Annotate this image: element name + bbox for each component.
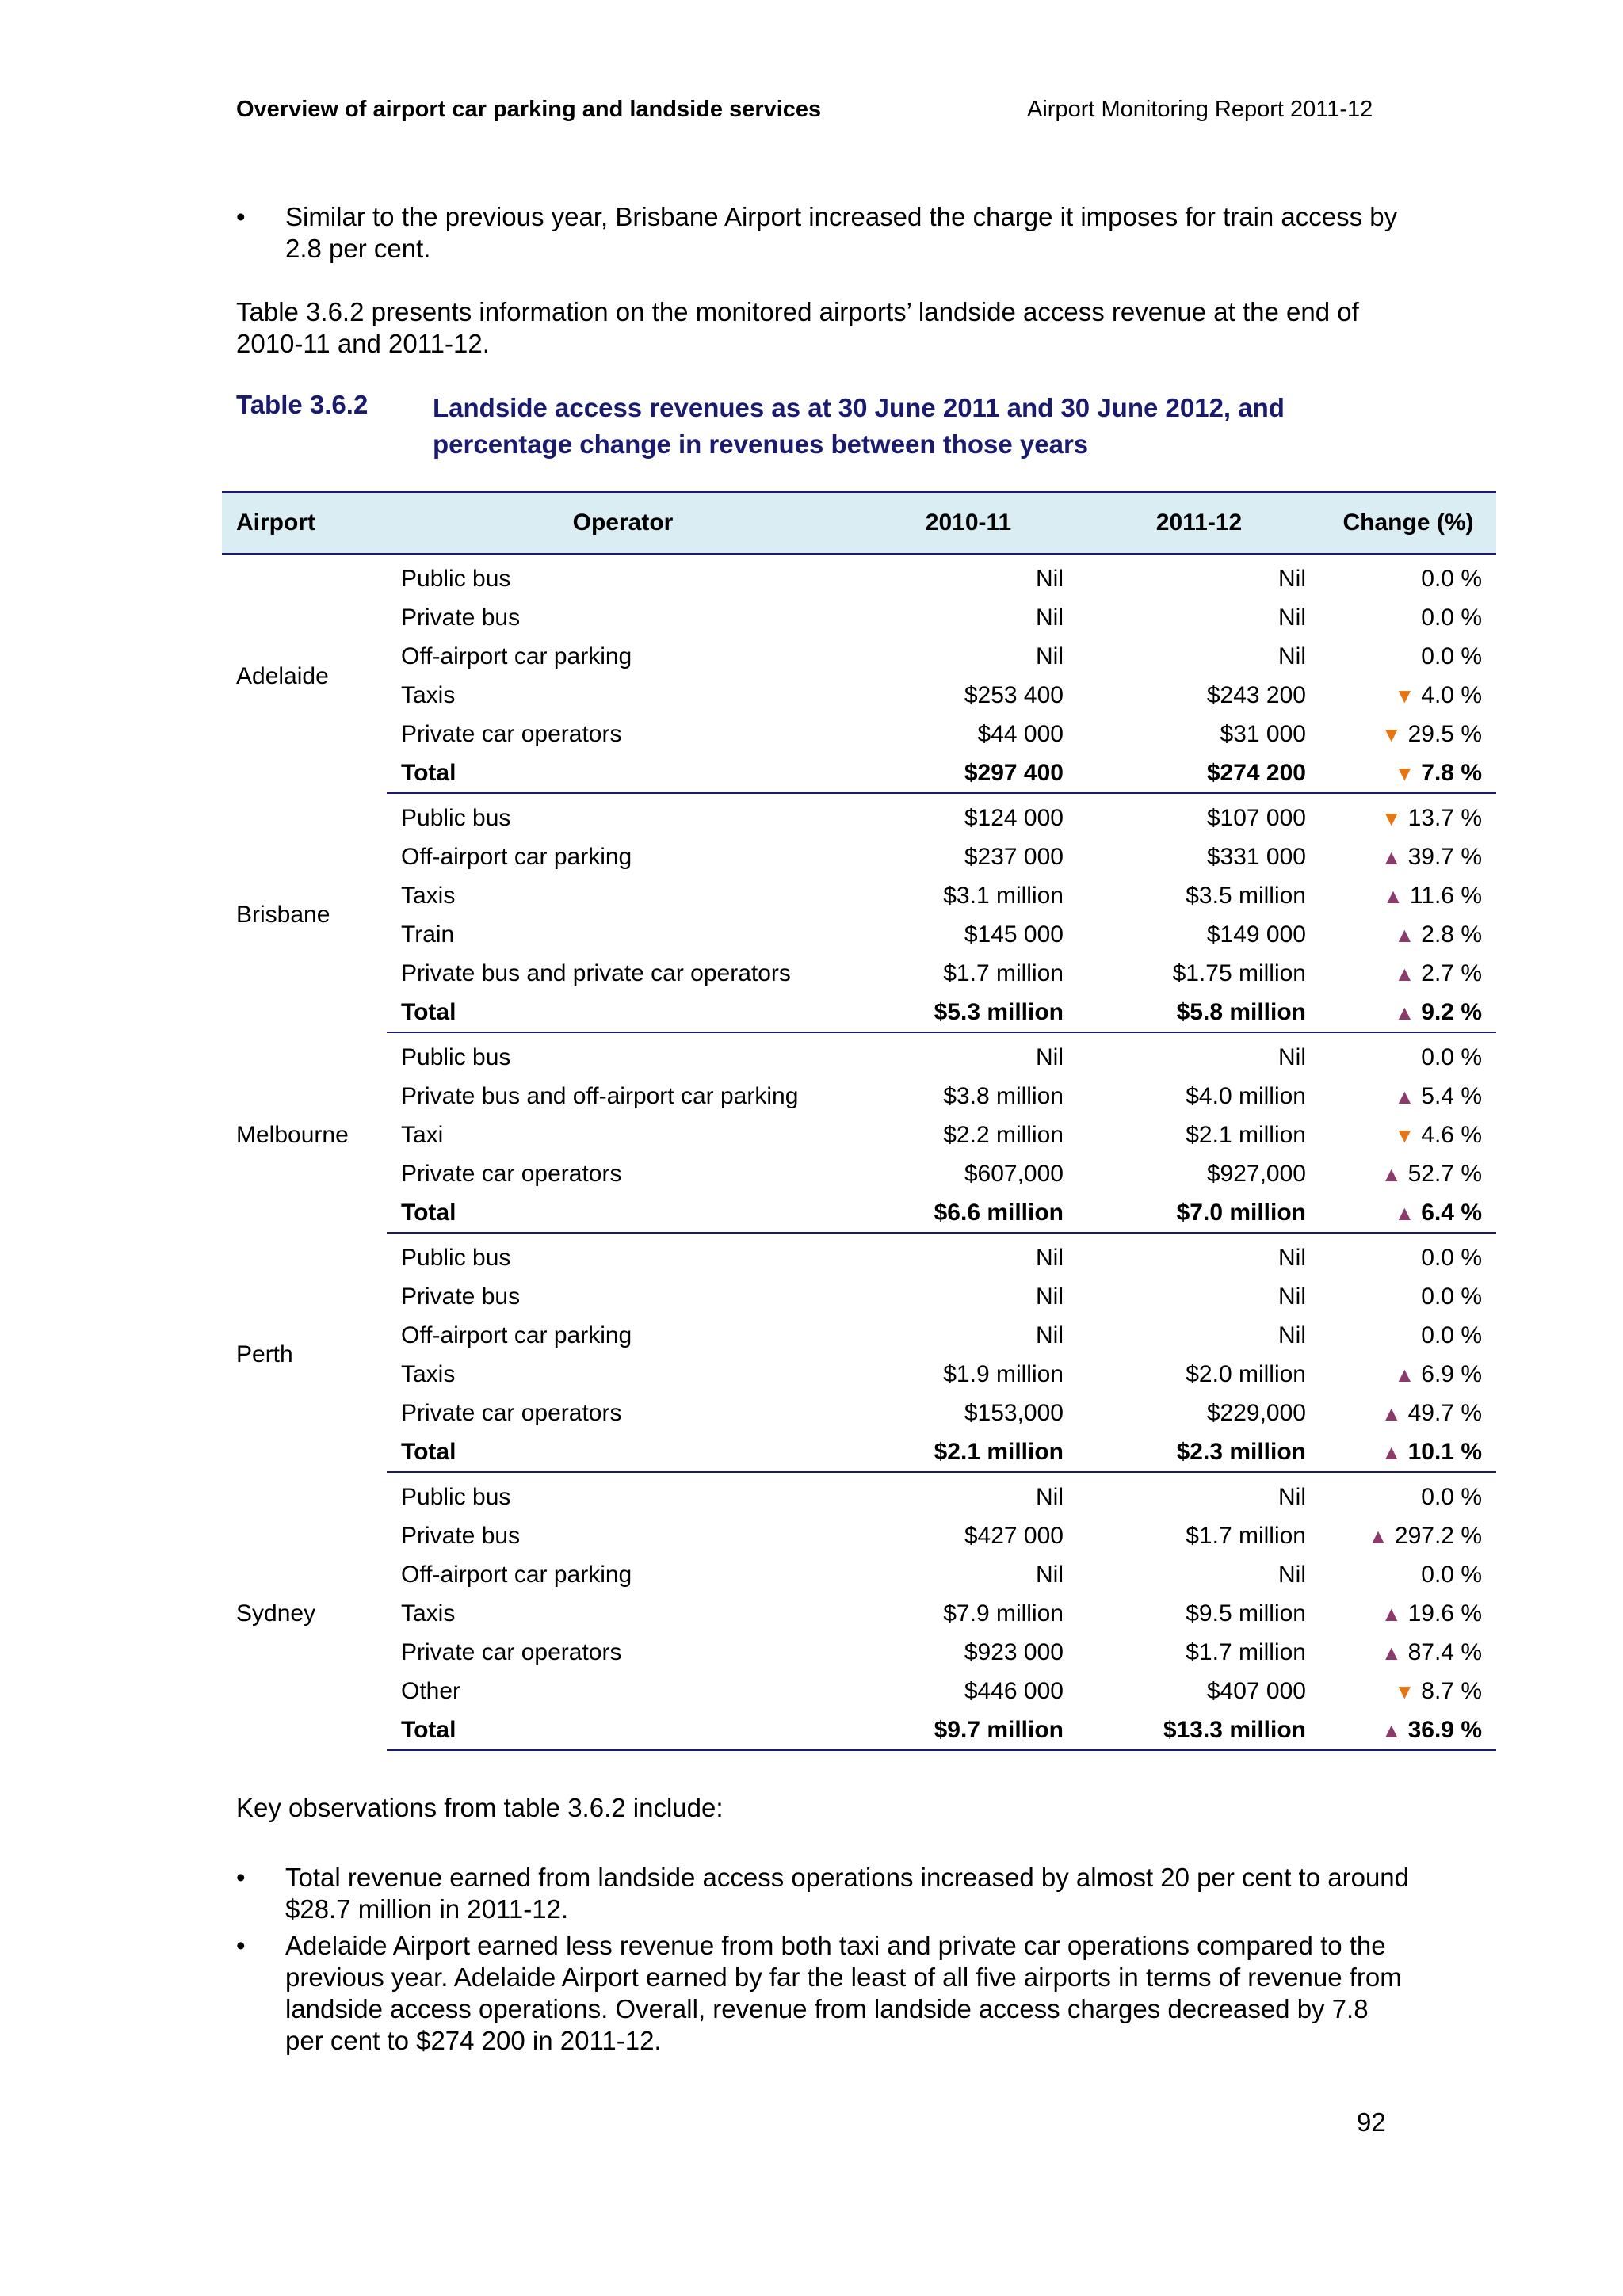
operator-cell: Taxis: [401, 882, 456, 909]
value-2011-12-cell: Nil: [1278, 565, 1306, 592]
bullet-marker: •: [236, 1931, 246, 1960]
triangle-up-icon: ▲: [1381, 1601, 1402, 1626]
value-2010-11-cell: $1.9 million: [943, 1360, 1064, 1387]
value-2011-12-cell: Nil: [1278, 643, 1306, 669]
change-cell: [1320, 1394, 1496, 1432]
value-2010-11-cell: Nil: [1036, 643, 1064, 669]
airport-group-melbourne: [222, 1032, 1496, 1233]
triangle-up-icon: ▲: [1394, 922, 1415, 947]
table-row: [222, 1277, 1496, 1316]
table-row: [222, 1077, 1496, 1116]
operator-cell: Off-airport car parking: [401, 643, 632, 669]
value-2010-11-cell: $145 000: [964, 921, 1064, 948]
operator-cell: Private bus: [401, 604, 521, 631]
operator-cell: Total: [387, 1711, 859, 1750]
change-value: 0.0 %: [1421, 1043, 1482, 1070]
operator-cell: Train: [401, 921, 455, 948]
value-2010-11-cell: $124 000: [964, 804, 1064, 831]
value-2011-12-cell: $2.1 million: [1186, 1121, 1306, 1148]
change-value: 0.0 %: [1421, 1322, 1482, 1348]
change-value: 0.0 %: [1421, 1561, 1482, 1588]
value-2011-12-cell: $243 200: [1206, 681, 1306, 708]
change-cell: [1320, 1594, 1496, 1633]
airport-name: Adelaide: [236, 662, 329, 689]
change-value: 6.9 %: [1421, 1360, 1482, 1387]
change-value: 13.7 %: [1407, 804, 1482, 831]
airport-group-sydney: [222, 1472, 1496, 1750]
change-cell: [1320, 715, 1496, 753]
operator-cell: Private car operators: [401, 1160, 622, 1187]
operator-cell: Taxis: [401, 1600, 456, 1627]
operator-cell: Private bus: [401, 1522, 521, 1549]
triangle-up-icon: ▲: [1394, 1000, 1415, 1024]
value-2011-12-cell: $4.0 million: [1186, 1082, 1306, 1109]
triangle-up-icon: ▲: [1368, 1524, 1388, 1548]
change-value: 6.4 %: [1421, 1199, 1482, 1226]
value-2010-11-cell: Nil: [1036, 1043, 1064, 1070]
table-row: [222, 954, 1496, 993]
page-number: 92: [1357, 2107, 1386, 2137]
value-2011-12-cell: $7.0 million: [1078, 1193, 1320, 1233]
value-2010-11-cell: Nil: [1036, 1322, 1064, 1348]
triangle-down-icon: ▼: [1381, 722, 1402, 746]
change-value: 11.6 %: [1409, 882, 1482, 909]
table-row: [222, 1555, 1496, 1594]
value-2011-12-cell: $229,000: [1206, 1399, 1306, 1426]
change-cell: [1320, 676, 1496, 715]
operator-cell: Private car operators: [401, 720, 622, 747]
value-2011-12-cell: Nil: [1278, 1322, 1306, 1348]
value-2011-12-cell: $1.7 million: [1186, 1522, 1306, 1549]
table-row: [222, 637, 1496, 676]
change-cell: [1320, 1672, 1496, 1711]
triangle-down-icon: ▼: [1394, 761, 1415, 785]
value-2010-11-cell: $2.2 million: [943, 1121, 1064, 1148]
change-cell: [1320, 637, 1496, 676]
value-2011-12-cell: $274 200: [1078, 753, 1320, 793]
value-2011-12-cell: Nil: [1278, 604, 1306, 631]
col-header-change: Change (%): [1320, 492, 1496, 554]
operator-cell: Other: [401, 1677, 461, 1704]
value-2010-11-cell: $3.8 million: [943, 1082, 1064, 1109]
airport-name: Brisbane: [236, 902, 330, 928]
value-2010-11-cell: $9.7 million: [859, 1711, 1078, 1750]
triangle-up-icon: ▲: [1394, 1084, 1415, 1108]
value-2011-12-cell: $5.8 million: [1078, 993, 1320, 1032]
table-row: [222, 876, 1496, 915]
value-2010-11-cell: $5.3 million: [859, 993, 1078, 1032]
change-value: 10.1 %: [1407, 1438, 1482, 1465]
triangle-down-icon: ▼: [1394, 1679, 1415, 1703]
value-2010-11-cell: Nil: [1036, 1244, 1064, 1271]
change-cell: [1320, 837, 1496, 876]
change-cell: [1320, 793, 1496, 837]
operator-cell: Off-airport car parking: [401, 843, 632, 870]
change-cell: [1320, 1316, 1496, 1355]
table-row: [222, 1316, 1496, 1355]
value-2010-11-cell: Nil: [1036, 1283, 1064, 1310]
change-cell: [1320, 1077, 1496, 1116]
change-cell: [1320, 1355, 1496, 1394]
change-value: 2.8 %: [1421, 921, 1482, 948]
value-2011-12-cell: $2.3 million: [1078, 1432, 1320, 1472]
value-2011-12-cell: $1.7 million: [1186, 1638, 1306, 1665]
value-2011-12-cell: Nil: [1278, 1283, 1306, 1310]
table-row: [222, 1394, 1496, 1432]
value-2011-12-cell: $3.5 million: [1186, 882, 1306, 909]
table-row: [222, 1633, 1496, 1672]
value-2011-12-cell: $9.5 million: [1186, 1600, 1306, 1627]
value-2010-11-cell: $607,000: [964, 1160, 1064, 1187]
col-header-2011-12: 2011-12: [1078, 492, 1320, 554]
value-2011-12-cell: $13.3 million: [1078, 1711, 1320, 1750]
observation-1: Total revenue earned from landside access operations increased by almost 20 per cent to around $28.7 million in 2011-12.: [285, 1863, 1410, 1924]
change-value: 297.2 %: [1394, 1522, 1482, 1549]
value-2010-11-cell: Nil: [1036, 1483, 1064, 1510]
value-2010-11-cell: $1.7 million: [943, 959, 1064, 986]
change-value: 5.4 %: [1421, 1082, 1482, 1109]
operator-cell: Private car operators: [401, 1638, 622, 1665]
table-row: [222, 1233, 1496, 1277]
value-2011-12-cell: $331 000: [1206, 843, 1306, 870]
operator-cell: Taxi: [401, 1121, 444, 1148]
change-cell: [1320, 1233, 1496, 1277]
operator-cell: Public bus: [401, 565, 511, 592]
triangle-down-icon: ▼: [1381, 806, 1402, 830]
airport-name: Perth: [236, 1341, 293, 1367]
operator-cell: Private car operators: [401, 1399, 622, 1426]
value-2010-11-cell: $923 000: [964, 1638, 1064, 1665]
change-cell: [1320, 1032, 1496, 1077]
table-row: [222, 1355, 1496, 1394]
triangle-up-icon: ▲: [1381, 1440, 1402, 1464]
operator-cell: Private bus and private car operators: [401, 959, 791, 986]
table-caption-title: Landside access revenues as at 30 June 2011 and 30 June 2012, and percentage change in revenues between those years: [433, 393, 1285, 459]
triangle-up-icon: ▲: [1394, 1200, 1415, 1225]
change-cell: [1320, 753, 1496, 793]
col-header-2010-11: 2010-11: [859, 492, 1078, 554]
table-row: [222, 554, 1496, 598]
operator-cell: Taxis: [401, 1360, 456, 1387]
change-cell: [1320, 915, 1496, 954]
running-header-title: Overview of airport car parking and landside services: [236, 97, 822, 122]
table-row: [222, 1116, 1496, 1154]
triangle-up-icon: ▲: [1381, 845, 1402, 869]
value-2011-12-cell: $407 000: [1206, 1677, 1306, 1704]
change-value: 0.0 %: [1421, 1244, 1482, 1271]
triangle-up-icon: ▲: [1381, 1640, 1402, 1665]
operator-cell: Total: [387, 993, 859, 1032]
operator-cell: Off-airport car parking: [401, 1322, 632, 1348]
value-2010-11-cell: $44 000: [977, 720, 1064, 747]
change-cell: [1320, 1633, 1496, 1672]
value-2010-11-cell: $253 400: [964, 681, 1064, 708]
change-value: 52.7 %: [1407, 1160, 1482, 1187]
change-value: 9.2 %: [1421, 998, 1482, 1025]
airport-group-brisbane: [222, 793, 1496, 1032]
col-header-operator: Operator: [387, 492, 859, 554]
airport-name: Sydney: [236, 1600, 316, 1627]
intro-paragraph: Table 3.6.2 presents information on the monitored airports’ landside access revenue at the end of 2010-11 and 2011-12.: [236, 297, 1359, 358]
change-value: 29.5 %: [1407, 720, 1482, 747]
change-cell: [1320, 1516, 1496, 1555]
operator-cell: Public bus: [401, 1483, 511, 1510]
change-value: 4.6 %: [1421, 1121, 1482, 1148]
operator-cell: Taxis: [401, 681, 456, 708]
change-value: 19.6 %: [1407, 1600, 1482, 1627]
change-value: 0.0 %: [1421, 643, 1482, 669]
triangle-down-icon: ▼: [1394, 1123, 1415, 1147]
value-2010-11-cell: $6.6 million: [859, 1193, 1078, 1233]
change-value: 36.9 %: [1407, 1716, 1482, 1743]
change-value: 49.7 %: [1407, 1399, 1482, 1426]
operator-cell: Public bus: [401, 1043, 511, 1070]
table-total-row: [222, 1432, 1496, 1472]
value-2010-11-cell: $297 400: [859, 753, 1078, 793]
airport-name: Melbourne: [236, 1121, 349, 1148]
value-2010-11-cell: $446 000: [964, 1677, 1064, 1704]
table-row: [222, 1672, 1496, 1711]
change-cell: [1320, 1472, 1496, 1516]
table-header-row: [222, 492, 1496, 554]
table-row: [222, 715, 1496, 753]
triangle-up-icon: ▲: [1381, 1161, 1402, 1186]
triangle-down-icon: ▼: [1394, 683, 1415, 707]
airport-group-perth: [222, 1233, 1496, 1472]
value-2010-11-cell: Nil: [1036, 604, 1064, 631]
change-value: 0.0 %: [1421, 565, 1482, 592]
value-2010-11-cell: $3.1 million: [943, 882, 1064, 909]
change-cell: [1320, 554, 1496, 598]
operator-cell: Total: [387, 753, 859, 793]
operator-cell: Private bus: [401, 1283, 521, 1310]
change-value: 2.7 %: [1421, 959, 1482, 986]
change-cell: [1320, 1277, 1496, 1316]
table-row: [222, 1516, 1496, 1555]
value-2011-12-cell: $1.75 million: [1172, 959, 1306, 986]
observation-2: Adelaide Airport earned less revenue from both taxi and private car operations compared to the previous year. Adelaide Airport earned by far the least of all five airports in terms of revenue from landside access operations. Overall, revenue from landside access charges decreased by 7.8 per cent to $274 200 in 2011-12.: [285, 1931, 1402, 2055]
key-observations-intro: Key observations from table 3.6.2 include:: [236, 1793, 724, 1822]
table-row: [222, 1154, 1496, 1193]
change-cell: [1320, 993, 1496, 1032]
value-2010-11-cell: Nil: [1036, 565, 1064, 592]
triangle-up-icon: ▲: [1394, 961, 1415, 986]
value-2011-12-cell: Nil: [1278, 1561, 1306, 1588]
change-cell: [1320, 1154, 1496, 1193]
triangle-up-icon: ▲: [1381, 1718, 1402, 1742]
change-value: 87.4 %: [1407, 1638, 1482, 1665]
value-2010-11-cell: $153,000: [964, 1399, 1064, 1426]
value-2011-12-cell: Nil: [1278, 1244, 1306, 1271]
value-2010-11-cell: $237 000: [964, 843, 1064, 870]
change-cell: [1320, 954, 1496, 993]
change-cell: [1320, 1711, 1496, 1750]
table-row: [222, 676, 1496, 715]
table-row: [222, 915, 1496, 954]
table-row: [222, 1472, 1496, 1516]
table-total-row: [222, 1193, 1496, 1233]
value-2011-12-cell: $107 000: [1206, 804, 1306, 831]
triangle-up-icon: ▲: [1381, 1401, 1402, 1425]
value-2011-12-cell: $2.0 million: [1186, 1360, 1306, 1387]
table-total-row: [222, 753, 1496, 793]
value-2011-12-cell: Nil: [1278, 1483, 1306, 1510]
running-header-report: Airport Monitoring Report 2011-12: [1027, 97, 1373, 122]
table-row: [222, 837, 1496, 876]
col-header-airport: Airport: [222, 492, 387, 554]
operator-cell: Total: [387, 1432, 859, 1472]
change-value: 7.8 %: [1421, 759, 1482, 786]
triangle-up-icon: ▲: [1383, 883, 1403, 908]
table-row: [222, 598, 1496, 637]
value-2011-12-cell: $31 000: [1220, 720, 1306, 747]
value-2011-12-cell: $927,000: [1206, 1160, 1306, 1187]
value-2010-11-cell: $2.1 million: [859, 1432, 1078, 1472]
table-total-row: [222, 993, 1496, 1032]
value-2011-12-cell: Nil: [1278, 1043, 1306, 1070]
operator-cell: Total: [387, 1193, 859, 1233]
value-2010-11-cell: Nil: [1036, 1561, 1064, 1588]
change-value: 0.0 %: [1421, 1283, 1482, 1310]
change-cell: [1320, 876, 1496, 915]
operator-cell: Private bus and off-airport car parking: [401, 1082, 799, 1109]
change-value: 0.0 %: [1421, 1483, 1482, 1510]
change-cell: [1320, 1193, 1496, 1233]
table-total-row: [222, 1711, 1496, 1750]
triangle-up-icon: ▲: [1394, 1362, 1415, 1386]
airport-group-adelaide: [222, 554, 1496, 793]
table-caption-number: Table 3.6.2: [236, 390, 369, 419]
change-value: 0.0 %: [1421, 604, 1482, 631]
table-row: [222, 1032, 1496, 1077]
landside-revenue-table: [222, 491, 1496, 1751]
change-value: 8.7 %: [1421, 1677, 1482, 1704]
bullet-marker: •: [236, 1863, 246, 1892]
table-row: [222, 793, 1496, 837]
change-cell: [1320, 1432, 1496, 1472]
value-2011-12-cell: $149 000: [1206, 921, 1306, 948]
operator-cell: Off-airport car parking: [401, 1561, 632, 1588]
operator-cell: Public bus: [401, 1244, 511, 1271]
value-2010-11-cell: $7.9 million: [943, 1600, 1064, 1627]
intro-bullet: Similar to the previous year, Brisbane Airport increased the charge it imposes for train access by 2.8 per cent.: [285, 202, 1398, 263]
change-cell: [1320, 1555, 1496, 1594]
bullet-marker: •: [236, 202, 246, 231]
operator-cell: Public bus: [401, 804, 511, 831]
change-cell: [1320, 598, 1496, 637]
change-value: 39.7 %: [1407, 843, 1482, 870]
table-row: [222, 1594, 1496, 1633]
value-2010-11-cell: $427 000: [964, 1522, 1064, 1549]
change-value: 4.0 %: [1421, 681, 1482, 708]
change-cell: [1320, 1116, 1496, 1154]
